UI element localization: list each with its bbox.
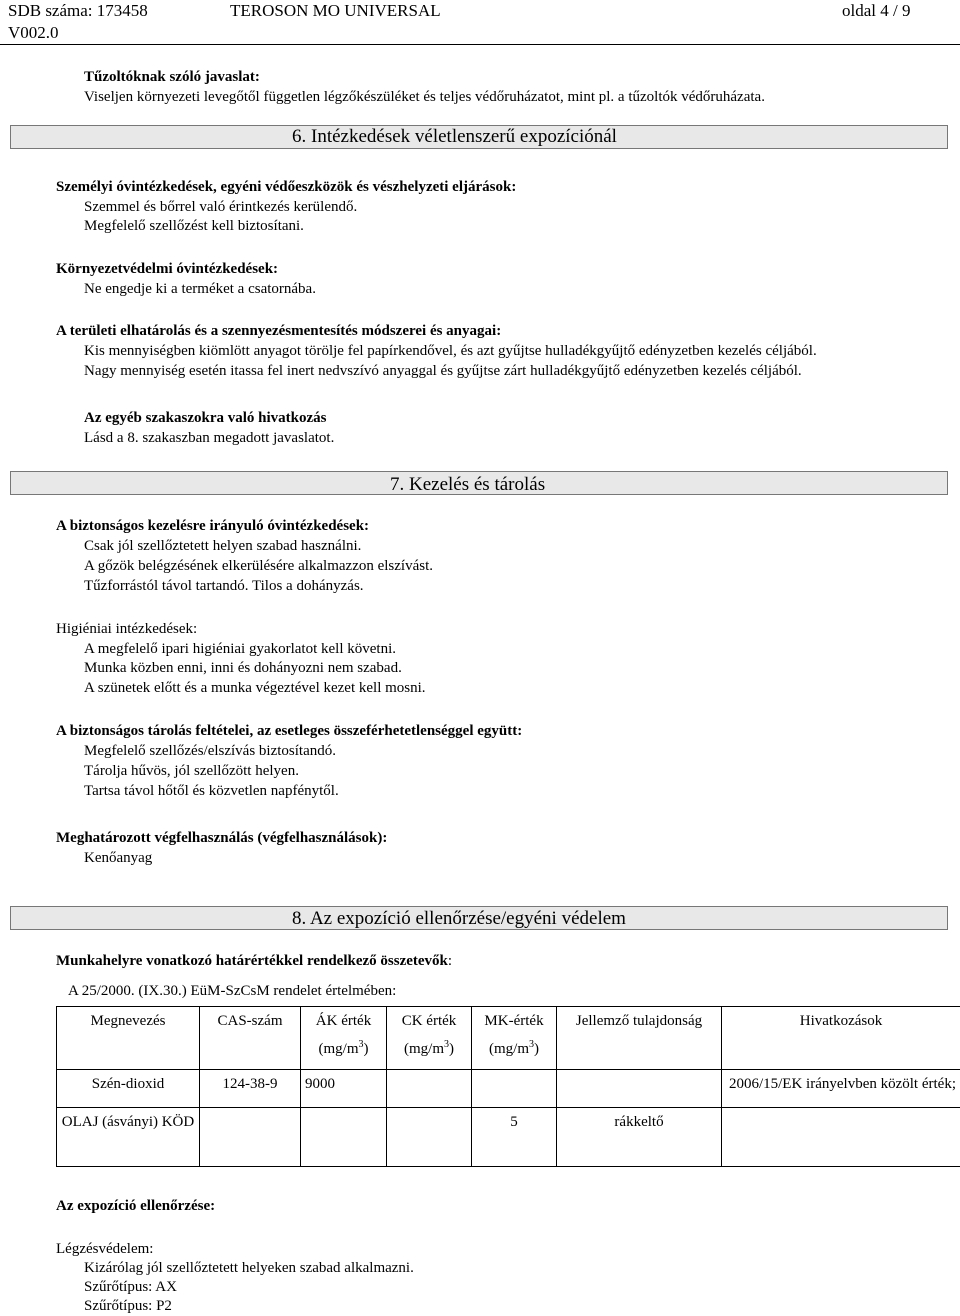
cell-property	[557, 1070, 722, 1108]
cell-mk: 5	[472, 1108, 557, 1167]
storage-title: A biztonságos tárolás feltételei, az esetleges összeférhetetlenséggel együtt:	[56, 723, 523, 739]
cell-references: 2006/15/EK irányelvben közölt érték;	[722, 1070, 960, 1108]
storage-line: Megfelelő szellőzés/elszívás biztosítandó.	[84, 743, 337, 759]
respiratory-line: Szűrőtípus: AX	[84, 1279, 177, 1295]
storage-line: Tartsa távol hőtől és közvetlen napfénytől.	[84, 783, 339, 799]
exposure-limits-table	[56, 1006, 960, 1167]
unit-label: $(mg/m^3)$	[404, 1039, 454, 1057]
cell-cas	[200, 1108, 301, 1167]
environment-title: Környezetvédelmi óvintézkedések:	[56, 261, 279, 277]
containment-title: A területi elhatárolás és a szennyezésmentesítés módszerei és anyagai:	[56, 323, 502, 339]
end-use-line: Kenőanyag	[84, 850, 153, 866]
cell-ak	[301, 1108, 387, 1167]
sds-number: SDB száma: 173458	[8, 1, 148, 20]
storage-line: Tárolja hűvös, jól szellőzött helyen.	[84, 763, 299, 779]
col-header-name: Megnevezés	[57, 1007, 200, 1070]
cell-name: Szén-dioxid	[57, 1070, 200, 1108]
regulation-text: A 25/2000. (IX.30.) EüM-SzCsM rendelet értelmében:	[68, 983, 397, 999]
cell-mk	[472, 1070, 557, 1108]
respiratory-line: Kizárólag jól szellőztetett helyeken szabad alkalmazni.	[84, 1260, 414, 1276]
table-row	[57, 1070, 960, 1108]
cell-cas: 124-38-9	[200, 1070, 301, 1108]
end-use-title: Meghatározott végfelhasználás (végfelhasználások):	[56, 830, 388, 846]
header-rule	[0, 44, 960, 45]
table-header-row	[57, 1007, 960, 1070]
col-header-mk: MK-érték $(mg/m^3)$	[472, 1007, 557, 1070]
version: V002.0	[8, 23, 59, 42]
environment-line: Ne engedje ki a terméket a csatornába.	[84, 281, 316, 297]
page-number: oldal 4 / 9	[842, 1, 911, 20]
hygiene-title: Higiéniai intézkedések:	[56, 621, 198, 637]
unit-label: $(mg/m^3)$	[318, 1039, 369, 1057]
personal-line: Szemmel és bőrrel való érintkezés kerülendő.	[84, 199, 358, 215]
cell-name: OLAJ (ásványi) KÖD	[57, 1108, 200, 1167]
limits-heading	[56, 951, 452, 971]
cell-property: rákkeltő	[557, 1108, 722, 1167]
col-header-ck: CK érték $(mg/m^3)$	[387, 1007, 472, 1070]
col-header-references: Hivatkozások	[722, 1007, 960, 1070]
respiratory-title: Légzésvédelem:	[56, 1241, 154, 1257]
product-name: TEROSON MO UNIVERSAL	[230, 1, 441, 20]
limits-colon: :	[447, 953, 453, 969]
cell-references	[722, 1108, 960, 1167]
cell-ck	[387, 1108, 472, 1167]
limits-title: Munkahelyre vonatkozó határértékkel rendelkező összetevők	[56, 953, 448, 969]
hygiene-line: A szünetek előtt és a munka végeztével kezet kell mosni.	[84, 680, 426, 696]
personal-line: Megfelelő szellőzést kell biztosítani.	[84, 218, 304, 234]
safe-handling-title: A biztonságos kezelésre irányuló óvintézkedések:	[56, 518, 370, 534]
reference-title: Az egyéb szakaszokra való hivatkozás	[84, 410, 327, 426]
hygiene-line: A megfelelő ipari higiéniai gyakorlatot kell követni.	[84, 641, 396, 657]
containment-line: Kis mennyiségben kiömlött anyagot törölje fel papírkendővel, és azt gyűjtse hulladékgyűjtő edényzetben kezelés céljából.	[84, 343, 817, 359]
section7-title: 7. Kezelés és tárolás	[390, 474, 546, 495]
reference-line: Lásd a 8. szakaszban megadott javaslatot.	[84, 430, 335, 446]
cell-ak: 9000	[301, 1070, 387, 1108]
cell-ck	[387, 1070, 472, 1108]
personal-title: Személyi óvintézkedések, egyéni védőeszközök és vészhelyzeti eljárások:	[56, 179, 517, 195]
table-row	[57, 1108, 960, 1167]
respiratory-line: Szűrőtípus: P2	[84, 1298, 172, 1314]
hygiene-line: Munka közben enni, inni és dohányozni nem szabad.	[84, 660, 402, 676]
col-header-ak: ÁK érték $(mg/m^3)$	[301, 1007, 387, 1070]
section6-title: 6. Intézkedések véletlenszerű expozíciónál	[292, 126, 617, 147]
unit-label: $(mg/m^3)$	[489, 1039, 539, 1057]
firefighters-title: Tűzoltóknak szóló javaslat:	[84, 69, 260, 85]
firefighters-text: Viseljen környezeti levegőtől független légzőkészüléket és teljes védőruházatot, mint pl. a tűzoltók védőruházata.	[84, 89, 765, 105]
safe-handling-line: A gőzök belégzésének elkerülésére alkalmazzon elszívást.	[84, 558, 434, 574]
section8-title: 8. Az expozíció ellenőrzése/egyéni védelem	[292, 908, 626, 929]
col-header-cas: CAS-szám	[200, 1007, 301, 1070]
exposure-control-title: Az expozíció ellenőrzése:	[56, 1198, 216, 1214]
safe-handling-line: Csak jól szellőztetett helyen szabad használni.	[84, 538, 362, 554]
containment-line: Nagy mennyiség esetén itassa fel inert nedvszívó anyaggal és gyűjtse zárt hulladékgyűjtő edényzetben kezelés céljából.	[84, 363, 802, 379]
col-header-property: Jellemző tulajdonság	[557, 1007, 722, 1070]
safe-handling-line: Tűzforrástól távol tartandó. Tilos a dohányzás.	[84, 578, 364, 594]
